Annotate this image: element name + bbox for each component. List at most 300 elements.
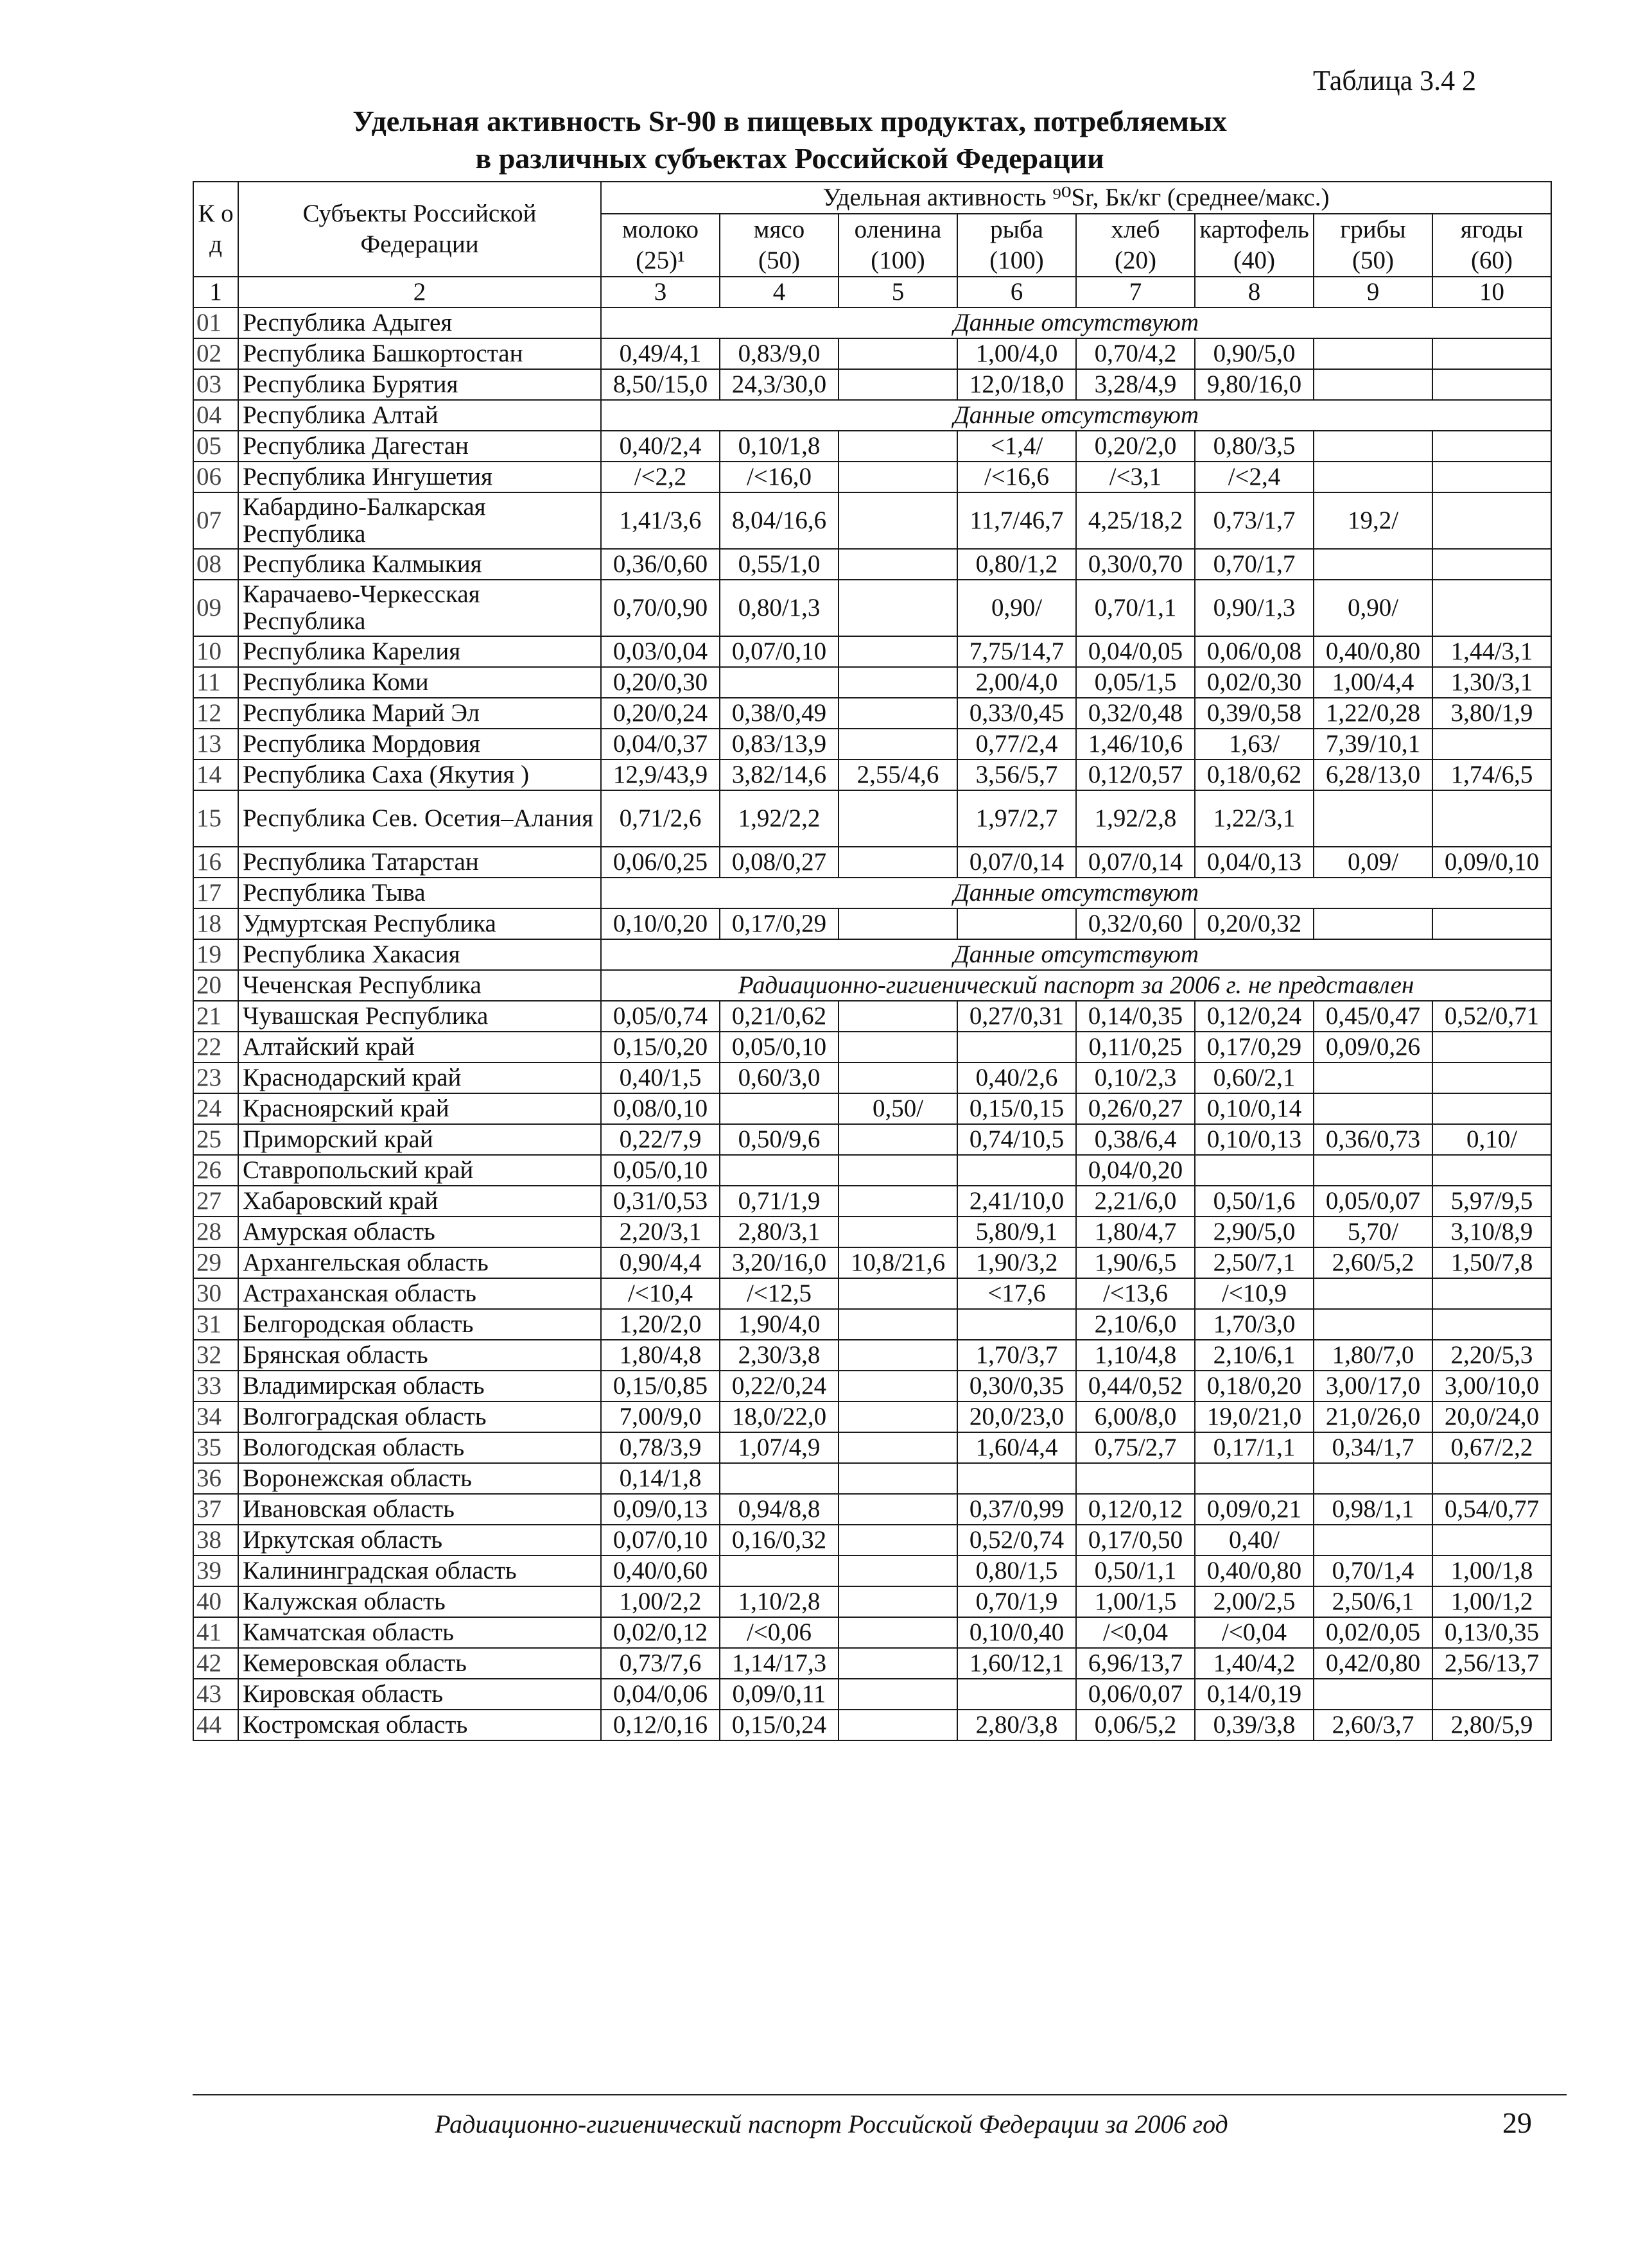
header-col-number: 1 — [193, 277, 238, 308]
row-value: 0,74/10,5 — [957, 1124, 1076, 1155]
row-value — [839, 431, 957, 462]
row-code: 03 — [193, 369, 238, 400]
row-value — [1314, 1093, 1432, 1124]
row-value: 0,44/0,52 — [1076, 1371, 1195, 1401]
row-value: 1,00/1,8 — [1432, 1556, 1551, 1586]
row-value: 0,78/3,9 — [601, 1432, 720, 1463]
row-value: 0,02/0,30 — [1195, 667, 1314, 698]
header-col-name: грибы — [1340, 216, 1406, 243]
row-value: /<0,04 — [1076, 1617, 1195, 1648]
row-subject: Чувашская Республика — [238, 1001, 601, 1032]
row-value — [1432, 1525, 1551, 1556]
row-value: 0,18/0,62 — [1195, 759, 1314, 790]
row-value: 0,20/0,30 — [601, 667, 720, 698]
row-value — [839, 1371, 957, 1401]
table-row — [193, 759, 1551, 790]
table-row — [193, 1648, 1551, 1679]
row-value: 12,0/18,0 — [957, 369, 1076, 400]
row-value: 0,16/0,32 — [720, 1525, 839, 1556]
row-value: 0,40/ — [1195, 1525, 1314, 1556]
row-value: 0,32/0,60 — [1076, 908, 1195, 939]
row-subject: Ставропольский край — [238, 1155, 601, 1186]
row-value — [1432, 1032, 1551, 1062]
row-value — [839, 1648, 957, 1679]
row-subject: Белгородская область — [238, 1309, 601, 1340]
row-value — [839, 492, 957, 549]
header-col-name: хлеб — [1111, 216, 1160, 243]
row-value — [1432, 729, 1551, 759]
header-col-number: 5 — [839, 277, 957, 308]
row-code: 09 — [193, 580, 238, 636]
row-code: 21 — [193, 1001, 238, 1032]
row-value: 0,06/5,2 — [1076, 1710, 1195, 1740]
row-value — [1314, 790, 1432, 847]
row-value: 2,56/13,7 — [1432, 1648, 1551, 1679]
row-value: 0,13/0,35 — [1432, 1617, 1551, 1648]
row-value: 0,50/ — [839, 1093, 957, 1124]
data-table — [193, 181, 1552, 1741]
table-row — [193, 580, 1551, 636]
header-col-name: ягоды — [1460, 216, 1524, 243]
row-value: /<13,6 — [1076, 1278, 1195, 1309]
row-value — [1314, 1309, 1432, 1340]
row-value — [1195, 1463, 1314, 1494]
row-value — [720, 1463, 839, 1494]
row-value: 2,90/5,0 — [1195, 1217, 1314, 1247]
row-value — [1432, 1278, 1551, 1309]
row-value: 2,00/2,5 — [1195, 1586, 1314, 1617]
table-row — [193, 308, 1551, 338]
row-value: 0,22/0,24 — [720, 1371, 839, 1401]
header-col-number: 3 — [601, 277, 720, 308]
row-value: 0,10/0,40 — [957, 1617, 1076, 1648]
row-value — [839, 1124, 957, 1155]
row-code: 19 — [193, 939, 238, 970]
row-value: 0,12/0,24 — [1195, 1001, 1314, 1032]
row-subject: Приморский край — [238, 1124, 601, 1155]
row-value: 0,04/0,13 — [1195, 847, 1314, 878]
row-value: 1,00/1,2 — [1432, 1586, 1551, 1617]
header-col-5 — [1195, 214, 1314, 277]
row-value: 1,44/3,1 — [1432, 636, 1551, 667]
row-note: Радиационно-гигиенический паспорт за 2006 г. не представлен — [601, 970, 1551, 1001]
row-value: 0,26/0,27 — [1076, 1093, 1195, 1124]
row-subject: Архангельская область — [238, 1247, 601, 1278]
row-subject: Кемеровская область — [238, 1648, 601, 1679]
row-value: 0,98/1,1 — [1314, 1494, 1432, 1525]
row-subject: Калужская область — [238, 1586, 601, 1617]
header-col-count: (50) — [758, 247, 800, 274]
row-subject: Республика Тыва — [238, 878, 601, 908]
row-value — [1314, 462, 1432, 492]
row-value: 0,20/0,24 — [601, 698, 720, 729]
row-value — [839, 369, 957, 400]
row-value: 0,05/0,10 — [720, 1032, 839, 1062]
row-value: 0,73/1,7 — [1195, 492, 1314, 549]
row-value: 0,10/2,3 — [1076, 1062, 1195, 1093]
row-value: 0,39/0,58 — [1195, 698, 1314, 729]
row-subject: Республика Марий Эл — [238, 698, 601, 729]
row-value: 24,3/30,0 — [720, 369, 839, 400]
row-code: 30 — [193, 1278, 238, 1309]
row-subject: Республика Башкортостан — [238, 338, 601, 369]
row-value: 19,2/ — [1314, 492, 1432, 549]
row-note: Данные отсутствуют — [601, 308, 1551, 338]
row-value: 2,30/3,8 — [720, 1340, 839, 1371]
table-row — [193, 462, 1551, 492]
row-value: 0,71/2,6 — [601, 790, 720, 847]
row-code: 06 — [193, 462, 238, 492]
row-code: 17 — [193, 878, 238, 908]
row-value — [839, 698, 957, 729]
row-value: 2,00/4,0 — [957, 667, 1076, 698]
header-col-4 — [1076, 214, 1195, 277]
row-value: 0,06/0,25 — [601, 847, 720, 878]
row-value: 0,30/0,35 — [957, 1371, 1076, 1401]
row-subject: Республика Алтай — [238, 400, 601, 431]
row-code: 28 — [193, 1217, 238, 1247]
row-value: 9,80/16,0 — [1195, 369, 1314, 400]
row-value: 2,50/6,1 — [1314, 1586, 1432, 1617]
row-value — [839, 1278, 957, 1309]
row-value: 20,0/23,0 — [957, 1401, 1076, 1432]
row-value: 0,15/0,20 — [601, 1032, 720, 1062]
row-value: 0,14/0,19 — [1195, 1679, 1314, 1710]
row-value — [1314, 1062, 1432, 1093]
row-value: 2,21/6,0 — [1076, 1186, 1195, 1217]
row-value: 2,80/3,1 — [720, 1217, 839, 1247]
row-value: 1,90/6,5 — [1076, 1247, 1195, 1278]
row-value: 12,9/43,9 — [601, 759, 720, 790]
row-code: 07 — [193, 492, 238, 549]
row-value: 0,03/0,04 — [601, 636, 720, 667]
row-value: 2,80/3,8 — [957, 1710, 1076, 1740]
row-code: 14 — [193, 759, 238, 790]
row-value — [839, 847, 957, 878]
row-code: 20 — [193, 970, 238, 1001]
row-value: 1,60/12,1 — [957, 1648, 1076, 1679]
row-value — [839, 1001, 957, 1032]
row-subject: Республика Адыгея — [238, 308, 601, 338]
row-value — [839, 790, 957, 847]
row-code: 01 — [193, 308, 238, 338]
row-value: 1,22/0,28 — [1314, 698, 1432, 729]
row-value: 1,70/3,7 — [957, 1340, 1076, 1371]
row-subject: Республика Карелия — [238, 636, 601, 667]
row-note: Данные отсутствуют — [601, 400, 1551, 431]
row-value: 0,05/0,10 — [601, 1155, 720, 1186]
row-value: 1,14/17,3 — [720, 1648, 839, 1679]
table-row — [193, 1401, 1551, 1432]
header-col-count: (100) — [989, 247, 1044, 274]
header-col-name: молоко — [622, 216, 699, 243]
row-value: 0,09/0,26 — [1314, 1032, 1432, 1062]
row-code: 13 — [193, 729, 238, 759]
table-row — [193, 1679, 1551, 1710]
header-col-name: рыба — [990, 216, 1043, 243]
row-value: 0,70/1,9 — [957, 1586, 1076, 1617]
row-value — [1432, 1679, 1551, 1710]
row-value — [957, 1155, 1076, 1186]
row-value: 0,90/ — [957, 580, 1076, 636]
row-value: 0,10/0,20 — [601, 908, 720, 939]
row-value: 1,10/4,8 — [1076, 1340, 1195, 1371]
row-value: 0,70/1,7 — [1195, 549, 1314, 580]
row-value: 0,55/1,0 — [720, 549, 839, 580]
row-code: 24 — [193, 1093, 238, 1124]
table-title — [193, 103, 1387, 177]
row-value: 0,42/0,80 — [1314, 1648, 1432, 1679]
row-value: 0,07/0,14 — [957, 847, 1076, 878]
row-value: 1,00/4,4 — [1314, 667, 1432, 698]
table-row — [193, 667, 1551, 698]
footer-rule — [193, 2094, 1567, 2095]
row-value: /<3,1 — [1076, 462, 1195, 492]
header-col-number: 8 — [1195, 277, 1314, 308]
table-label: Таблица 3.4 2 — [1313, 65, 1477, 96]
row-subject: Республика Коми — [238, 667, 601, 698]
row-code: 15 — [193, 790, 238, 847]
page-number: 29 — [1502, 2106, 1532, 2139]
row-subject: Камчатская область — [238, 1617, 601, 1648]
row-value: 0,80/1,3 — [720, 580, 839, 636]
row-value — [839, 580, 957, 636]
row-value: 1,74/6,5 — [1432, 759, 1551, 790]
header-col-count: (40) — [1233, 247, 1275, 274]
table-row — [193, 729, 1551, 759]
row-value — [1076, 1463, 1195, 1494]
row-value: 0,09/ — [1314, 847, 1432, 878]
row-value: 1,10/2,8 — [720, 1586, 839, 1617]
row-value: 0,12/0,12 — [1076, 1494, 1195, 1525]
row-subject: Волгоградская область — [238, 1401, 601, 1432]
row-value — [957, 1309, 1076, 1340]
table-row — [193, 1556, 1551, 1586]
row-subject: Костромская область — [238, 1710, 601, 1740]
row-value — [839, 1463, 957, 1494]
row-value — [839, 908, 957, 939]
row-value — [839, 1401, 957, 1432]
row-value: 6,28/13,0 — [1314, 759, 1432, 790]
header-col-name: оленина — [854, 216, 942, 243]
table-body — [193, 308, 1551, 1740]
row-value: 0,33/0,45 — [957, 698, 1076, 729]
row-value: 1,63/ — [1195, 729, 1314, 759]
row-code: 05 — [193, 431, 238, 462]
row-value: 2,55/4,6 — [839, 759, 957, 790]
row-value: 3,20/16,0 — [720, 1247, 839, 1278]
table-row — [193, 1710, 1551, 1740]
row-code: 43 — [193, 1679, 238, 1710]
row-value: 1,90/4,0 — [720, 1309, 839, 1340]
row-value — [1314, 1463, 1432, 1494]
header-code: К о д — [193, 182, 238, 277]
table-row — [193, 1124, 1551, 1155]
row-value: 0,40/2,6 — [957, 1062, 1076, 1093]
row-value: 0,50/1,1 — [1076, 1556, 1195, 1586]
row-value: 0,21/0,62 — [720, 1001, 839, 1032]
row-value: 3,80/1,9 — [1432, 698, 1551, 729]
table-row — [193, 1617, 1551, 1648]
row-value — [839, 1309, 957, 1340]
row-value: 0,52/0,74 — [957, 1525, 1076, 1556]
row-value — [839, 1586, 957, 1617]
header-col-number: 10 — [1432, 277, 1551, 308]
row-subject: Ивановская область — [238, 1494, 601, 1525]
row-code: 39 — [193, 1556, 238, 1586]
row-value: 5,70/ — [1314, 1217, 1432, 1247]
row-value: 0,70/4,2 — [1076, 338, 1195, 369]
row-value: 1,70/3,0 — [1195, 1309, 1314, 1340]
row-code: 23 — [193, 1062, 238, 1093]
row-value: 0,60/3,0 — [720, 1062, 839, 1093]
row-value — [1314, 1155, 1432, 1186]
row-value: 2,41/10,0 — [957, 1186, 1076, 1217]
row-code: 42 — [193, 1648, 238, 1679]
header-col-number: 9 — [1314, 277, 1432, 308]
row-value: 1,92/2,2 — [720, 790, 839, 847]
row-code: 16 — [193, 847, 238, 878]
row-subject: Хабаровский край — [238, 1186, 601, 1217]
row-value: 0,90/5,0 — [1195, 338, 1314, 369]
row-value — [839, 1617, 957, 1648]
row-value — [1314, 1278, 1432, 1309]
row-value — [839, 1494, 957, 1525]
row-subject: Кабардино-Балкарская Республика — [238, 492, 601, 549]
table-row — [193, 790, 1551, 847]
row-value: 3,00/17,0 — [1314, 1371, 1432, 1401]
row-value: /<0,06 — [720, 1617, 839, 1648]
row-subject: Алтайский край — [238, 1032, 601, 1062]
row-value: 0,38/6,4 — [1076, 1124, 1195, 1155]
row-value — [720, 667, 839, 698]
row-value: 0,38/0,49 — [720, 698, 839, 729]
row-value: 0,02/0,05 — [1314, 1617, 1432, 1648]
row-value: 1,80/4,7 — [1076, 1217, 1195, 1247]
row-value — [1314, 431, 1432, 462]
row-value: 0,08/0,10 — [601, 1093, 720, 1124]
row-code: 12 — [193, 698, 238, 729]
row-value: 8,50/15,0 — [601, 369, 720, 400]
header-col-name: мясо — [753, 216, 805, 243]
row-code: 38 — [193, 1525, 238, 1556]
row-value: 0,40/2,4 — [601, 431, 720, 462]
table-row — [193, 1001, 1551, 1032]
table-row — [193, 1586, 1551, 1617]
row-value — [1432, 908, 1551, 939]
table-header — [193, 182, 1551, 308]
table-row — [193, 1432, 1551, 1463]
row-code: 18 — [193, 908, 238, 939]
row-value: 0,04/0,06 — [601, 1679, 720, 1710]
row-subject: Калининградская область — [238, 1556, 601, 1586]
row-value: 0,60/2,1 — [1195, 1062, 1314, 1093]
row-value — [839, 338, 957, 369]
header-col-count: (20) — [1115, 247, 1156, 274]
row-value: 0,10/1,8 — [720, 431, 839, 462]
row-value: 0,40/0,80 — [1314, 636, 1432, 667]
row-value: 3,00/10,0 — [1432, 1371, 1551, 1401]
row-value: 3,56/5,7 — [957, 759, 1076, 790]
row-value: 1,22/3,1 — [1195, 790, 1314, 847]
row-subject: Карачаево-Черкесская Республика — [238, 580, 601, 636]
row-value: 0,05/1,5 — [1076, 667, 1195, 698]
row-value — [1195, 1155, 1314, 1186]
header-col-count: (60) — [1471, 247, 1513, 274]
table-row — [193, 1093, 1551, 1124]
row-subject: Иркутская область — [238, 1525, 601, 1556]
row-value: 0,17/1,1 — [1195, 1432, 1314, 1463]
row-value: 0,83/9,0 — [720, 338, 839, 369]
row-value: 0,09/0,11 — [720, 1679, 839, 1710]
table-row — [193, 431, 1551, 462]
row-value: 10,8/21,6 — [839, 1247, 957, 1278]
row-value: 0,22/7,9 — [601, 1124, 720, 1155]
row-value: 0,17/0,29 — [1195, 1032, 1314, 1062]
row-subject: Краснодарский край — [238, 1062, 601, 1093]
row-value: 2,10/6,1 — [1195, 1340, 1314, 1371]
row-value: 0,45/0,47 — [1314, 1001, 1432, 1032]
row-value: 0,70/1,1 — [1076, 580, 1195, 636]
row-value — [720, 1155, 839, 1186]
header-col-count: (100) — [871, 247, 925, 274]
table-row — [193, 847, 1551, 878]
header-col-count: (50) — [1352, 247, 1394, 274]
row-value: 0,09/0,21 — [1195, 1494, 1314, 1525]
row-value: 3,28/4,9 — [1076, 369, 1195, 400]
row-value — [957, 1032, 1076, 1062]
row-value: 0,14/0,35 — [1076, 1001, 1195, 1032]
row-subject: Амурская область — [238, 1217, 601, 1247]
row-value — [957, 1463, 1076, 1494]
row-value: /<2,4 — [1195, 462, 1314, 492]
row-value — [1432, 338, 1551, 369]
row-value: 0,14/1,8 — [601, 1463, 720, 1494]
table-row — [193, 400, 1551, 431]
row-value: 0,83/13,9 — [720, 729, 839, 759]
row-value — [957, 1679, 1076, 1710]
row-subject: Республика Ингушетия — [238, 462, 601, 492]
table-row — [193, 369, 1551, 400]
row-subject: Воронежская область — [238, 1463, 601, 1494]
table-row — [193, 939, 1551, 970]
row-value: 0,50/9,6 — [720, 1124, 839, 1155]
row-value: 0,77/2,4 — [957, 729, 1076, 759]
row-value: 0,08/0,27 — [720, 847, 839, 878]
row-value: 1,00/4,0 — [957, 338, 1076, 369]
row-value — [1314, 369, 1432, 400]
row-value — [1432, 431, 1551, 462]
table-title-line-1: Удельная активность Sr-90 в пищевых продуктах, потребляемых — [352, 105, 1227, 137]
row-value: 0,67/2,2 — [1432, 1432, 1551, 1463]
table-row — [193, 549, 1551, 580]
row-value: 0,10/0,13 — [1195, 1124, 1314, 1155]
row-value: 1,30/3,1 — [1432, 667, 1551, 698]
table-row — [193, 1340, 1551, 1371]
row-value: /<16,6 — [957, 462, 1076, 492]
row-value: 0,39/3,8 — [1195, 1710, 1314, 1740]
row-value: 0,75/2,7 — [1076, 1432, 1195, 1463]
row-value: 1,92/2,8 — [1076, 790, 1195, 847]
row-subject: Астраханская область — [238, 1278, 601, 1309]
row-value: 1,00/2,2 — [601, 1586, 720, 1617]
row-value: 0,07/0,10 — [720, 636, 839, 667]
row-value: 0,06/0,07 — [1076, 1679, 1195, 1710]
row-value: 18,0/22,0 — [720, 1401, 839, 1432]
row-value: 5,80/9,1 — [957, 1217, 1076, 1247]
header-col-6 — [1314, 214, 1432, 277]
header-col-count: (25)¹ — [636, 247, 685, 274]
